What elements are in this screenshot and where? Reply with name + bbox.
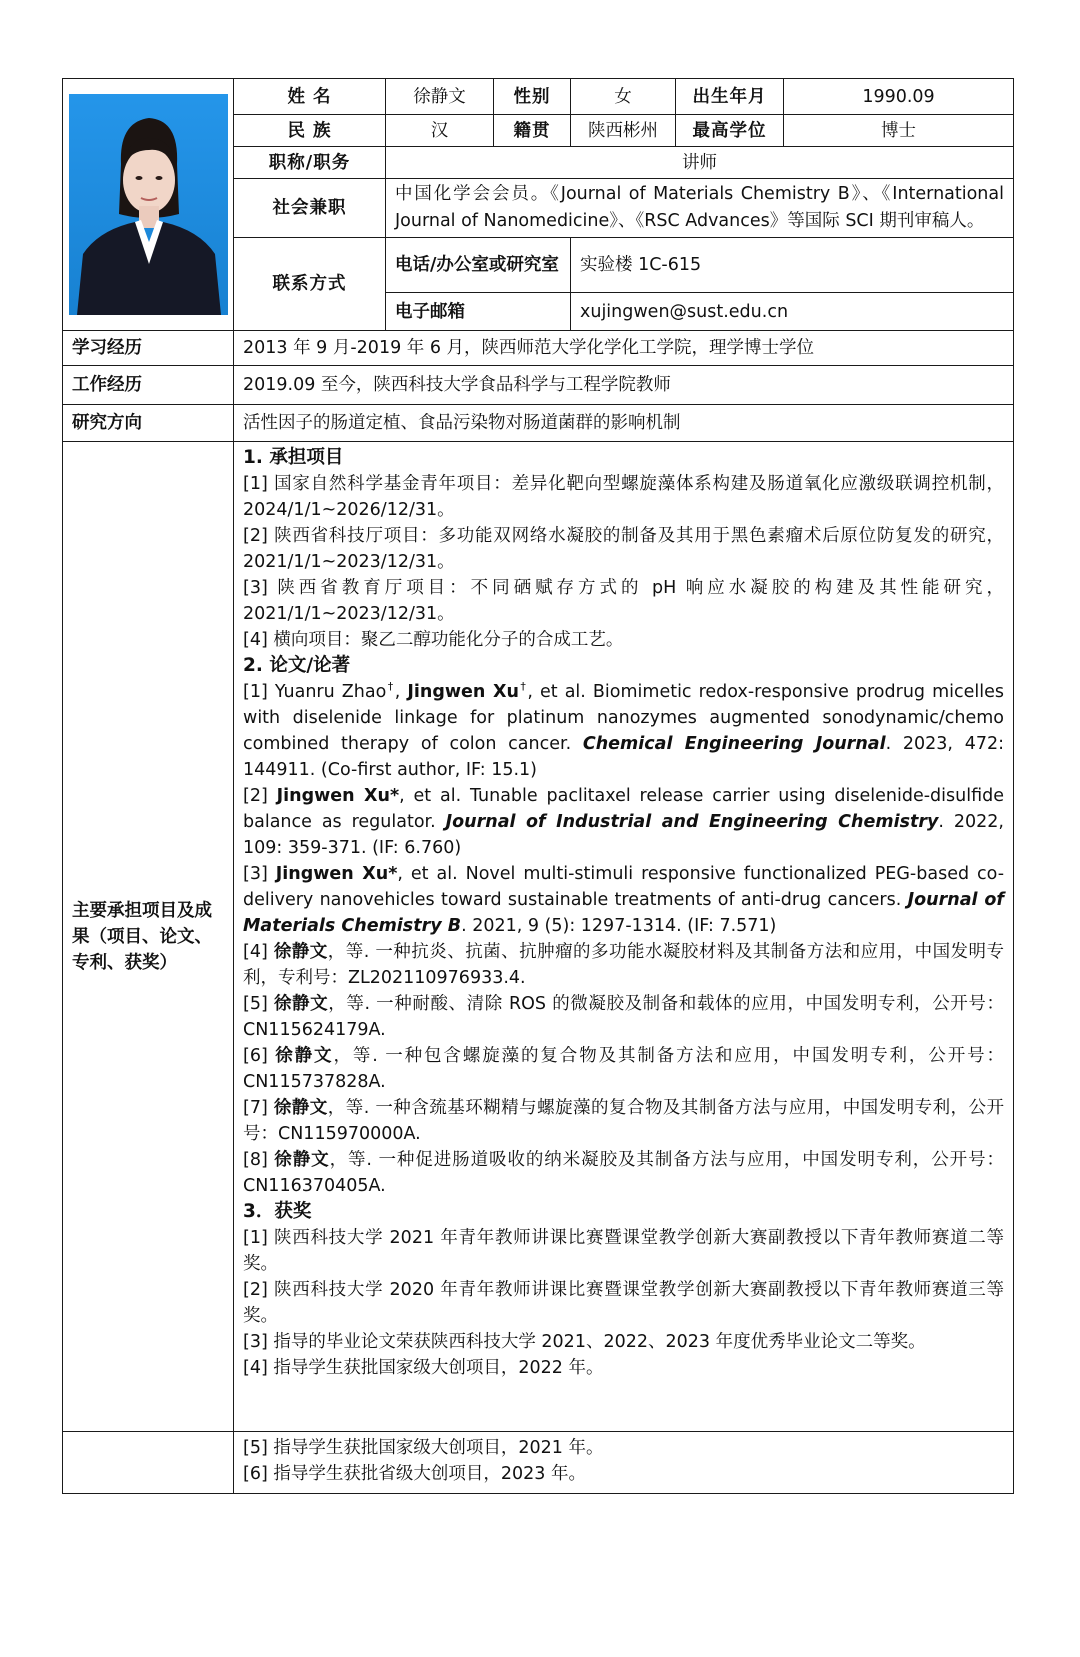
patent-author: 徐静文	[274, 1150, 330, 1170]
name-label: 姓 名	[234, 79, 386, 115]
project-item: [2] 陕西省科技厅项目：多功能双网络水凝胶的制备及其用于黑色素瘤术后原位防复发的研究，2021/1/1~2023/12/31。	[243, 526, 1004, 572]
paper-journal: Chemical Engineering Journal	[582, 734, 886, 754]
origin-label: 籍贯	[494, 115, 571, 147]
research-label: 研究方向	[63, 405, 234, 442]
patent-body: ，等. 一种包含螺旋藻的复合物及其制备方法和应用，中国发明专利，公开号：CN115737828A.	[243, 1046, 1004, 1092]
work-label: 工作经历	[63, 366, 234, 405]
dagger-mark: †	[386, 680, 395, 694]
paper-suffix: . 2021, 9 (5): 1297-1314. (IF: 7.571)	[461, 916, 777, 936]
paper-prefix: [2]	[243, 786, 277, 806]
paper-item	[243, 861, 1004, 939]
office-label: 电话/办公室或研究室	[386, 238, 571, 293]
award-item: [4] 指导学生获批国家级大创项目，2022 年。	[243, 1358, 604, 1378]
research-value: 活性因子的肠道定植、食品污染物对肠道菌群的影响机制	[234, 405, 1014, 442]
paper-author: Jingwen Xu*	[275, 864, 398, 884]
award-item: [5] 指导学生获批国家级大创项目，2021 年。	[243, 1438, 604, 1458]
paper-body: , et al. Biomimetic redox-responsive prodrug micelles with diselenide linkage for platinum nanozymes augmented sonodynamic/chemo combined therapy of colon cancer.	[243, 682, 1004, 754]
achievements-content	[234, 442, 1014, 1432]
project-item: [1] 国家自然科学基金青年项目：差异化靶向型螺旋藻体系构建及肠道氧化应激级联调控机制，2024/1/1~2026/12/31。	[243, 474, 1004, 520]
paper-body: , et al. Tunable paclitaxel release carrier using diselenide-disulfide balance as regulator.	[243, 786, 1004, 832]
paper-journal: Journal of Materials Chemistry B	[243, 890, 1004, 936]
origin-value: 陕西彬州	[571, 115, 676, 147]
paper-author: Jingwen Xu*	[276, 786, 400, 806]
work-value: 2019.09 至今，陕西科技大学食品科学与工程学院教师	[234, 366, 1014, 405]
project-item: [3] 陕西省教育厅项目：不同硒赋存方式的 pH 响应水凝胶的构建及其性能研究，2021/1/1~2023/12/31。	[243, 578, 1004, 624]
papers-heading: 2. 论文/论著	[243, 655, 351, 676]
patent-prefix: [8]	[243, 1150, 275, 1170]
patent-author: 徐静文	[273, 1098, 328, 1118]
patent-item	[243, 1043, 1004, 1095]
paper-sep: ,	[394, 682, 408, 702]
continuation-label-cell	[63, 1432, 234, 1494]
title-label: 职称/职务	[234, 147, 386, 179]
paper-item	[243, 679, 1004, 783]
gender-label: 性别	[494, 79, 571, 115]
ethnicity-label: 民 族	[234, 115, 386, 147]
patent-author: 徐静文	[275, 1046, 334, 1066]
patent-item	[243, 1095, 1004, 1147]
education-label: 学习经历	[63, 331, 234, 366]
awards-heading: 3．获奖	[243, 1201, 312, 1222]
paper-prefix: [1] Yuanru Zhao	[243, 682, 387, 702]
name-value: 徐静文	[386, 79, 494, 115]
patent-item	[243, 939, 1004, 991]
continuation-content	[234, 1432, 1014, 1494]
patent-prefix: [4]	[243, 942, 274, 962]
paper-journal: Journal of Industrial and Engineering Chemistry	[445, 812, 939, 832]
patent-author: 徐静文	[273, 942, 328, 962]
email-value: xujingwen@sust.edu.cn	[571, 293, 1014, 331]
patent-prefix: [7]	[243, 1098, 274, 1118]
resume-table	[62, 78, 1014, 1494]
paper-suffix: . 2022, 109: 359-371. (IF: 6.760)	[243, 812, 1004, 858]
paper-suffix: . 2023, 472: 144911. (Co-first author, IF: 15.1)	[243, 734, 1004, 780]
projects-heading: 1. 承担项目	[243, 447, 344, 468]
resume-sheet	[62, 78, 1013, 1494]
paper-body: , et al. Novel multi-stimuli responsive functionalized PEG-based co-delivery nanovehicles toward sustainable treatments of anti-drug cancers.	[243, 864, 1005, 910]
project-item: [4] 横向项目：聚乙二醇功能化分子的合成工艺。	[243, 630, 624, 650]
gender-value: 女	[571, 79, 676, 115]
patent-prefix: [6]	[243, 1046, 276, 1066]
award-item: [1] 陕西科技大学 2021 年青年教师讲课比赛暨课堂教学创新大赛副教授以下青年教师赛道二等奖。	[243, 1228, 1004, 1274]
contact-label: 联系方式	[234, 238, 386, 331]
birth-label: 出生年月	[676, 79, 784, 115]
paper-author: Jingwen Xu	[407, 682, 519, 702]
award-item: [3] 指导的毕业论文荣获陕西科技大学 2021、2022、2023 年度优秀毕业论文二等奖。	[243, 1332, 926, 1352]
paper-item	[243, 783, 1004, 861]
email-label: 电子邮箱	[386, 293, 571, 331]
patent-prefix: [5]	[243, 994, 274, 1014]
patent-body: ，等. 一种抗炎、抗菌、抗肿瘤的多功能水凝胶材料及其制备方法和应用，中国发明专利，专利号：ZL202110976933.4.	[243, 942, 1004, 988]
birth-value: 1990.09	[784, 79, 1014, 115]
patent-item	[243, 1147, 1004, 1199]
portrait-photo	[69, 94, 228, 315]
patent-body: ，等. 一种促进肠道吸收的纳米凝胶及其制备方法与应用，中国发明专利，公开号：CN116370405A.	[243, 1150, 1004, 1196]
education-value: 2013 年 9 月-2019 年 6 月，陕西师范大学化学化工学院，理学博士学位	[234, 331, 1014, 366]
social-label: 社会兼职	[234, 179, 386, 238]
patent-author: 徐静文	[273, 994, 329, 1014]
patent-item	[243, 991, 1004, 1043]
dagger-mark: †	[518, 680, 528, 694]
award-item: [6] 指导学生获批省级大创项目，2023 年。	[243, 1464, 586, 1484]
social-value: 中国化学会会员。《Journal of Materials Chemistry B》、《International Journal of Nanomedicine》、《RSC Advances》等国际 SCI 期刊审稿人。	[386, 179, 1014, 238]
office-value: 实验楼 1C-615	[571, 238, 1014, 293]
award-item: [2] 陕西科技大学 2020 年青年教师讲课比赛暨课堂教学创新大赛副教授以下青年教师赛道三等奖。	[243, 1280, 1004, 1326]
patent-body: ，等. 一种含巯基环糊精与螺旋藻的复合物及其制备方法与应用，中国发明专利，公开号：CN115970000A.	[243, 1098, 1004, 1144]
photo-cell	[63, 79, 234, 331]
title-value: 讲师	[386, 147, 1014, 179]
degree-value: 博士	[784, 115, 1014, 147]
degree-label: 最高学位	[676, 115, 784, 147]
achievements-label: 主要承担项目及成果（项目、论文、专利、获奖）	[63, 442, 234, 1432]
ethnicity-value: 汉	[386, 115, 494, 147]
patent-body: ，等. 一种耐酸、清除 ROS 的微凝胶及制备和载体的应用，中国发明专利，公开号：CN115624179A.	[243, 994, 1005, 1040]
paper-prefix: [3]	[243, 864, 276, 884]
